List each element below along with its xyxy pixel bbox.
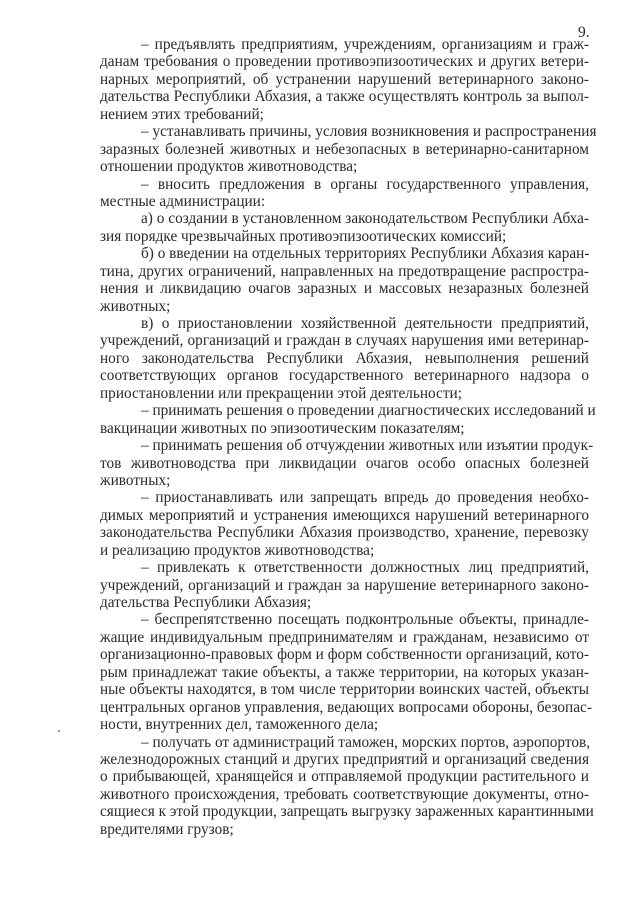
text-line: нения и ликвидацию очагов заразных и массовых незаразных болезней	[100, 280, 589, 298]
text-line: б) о введении на отдельных территориях Республики Абхазия каран-	[141, 245, 590, 263]
text-line: зия порядке чрезвычайных противоэпизоотических комиссий;	[100, 227, 507, 245]
text-line: – беспрепятственно посещать подконтрольные объекты, принадле-	[141, 611, 589, 629]
text-line: – принимать решения о проведении диагностических исследований и	[141, 402, 596, 420]
text-line: – привлекать к ответственности должностных лиц предприятий,	[141, 559, 589, 577]
paragraph	[100, 176, 589, 211]
text-line: тов животноводства при ликвидации очагов особо опасных болезней	[100, 454, 589, 472]
text-line: сящиеся к этой продукции, запрещать выгрузку зараженных карантинными	[100, 803, 594, 821]
page-number: 9.	[578, 24, 590, 41]
text-line: ные объекты находятся, в том числе территории воинских частей, объекты	[100, 681, 589, 699]
paragraph	[100, 489, 589, 559]
text-line: соответствующих органов государственного ветеринарного надзора о	[100, 367, 589, 385]
text-line: животных;	[100, 297, 171, 315]
paragraph	[100, 559, 589, 611]
text-line: рым принадлежат такие объекты, а также территории, на которых указан-	[100, 663, 589, 681]
text-line: жащие индивидуальным предпринимателям и гражданам, независимо от	[100, 628, 589, 646]
text-line: дательства Республики Абхазия, а также осуществлять контроль за выпол-	[100, 88, 589, 106]
text-line: в) о приостановлении хозяйственной деятельности предприятий,	[141, 315, 589, 332]
text-line: вакцинации животных по эпизоотическим показателям;	[100, 419, 465, 437]
scan-speck	[58, 730, 60, 732]
text-line: димых мероприятий и устранения имеющихся нарушений ветеринарного	[100, 506, 589, 524]
text-line: животного происхождения, требовать соответствующие документы, отно-	[100, 785, 589, 803]
text-line: ности, внутренних дел, таможенного дела;	[100, 716, 379, 734]
paragraph	[100, 733, 594, 839]
text-line: организационно-правовых форм и форм собственности организаций, кото-	[100, 646, 589, 664]
text-line: – принимать решения об отчуждении животных или изъятии продук-	[141, 437, 594, 455]
text-line: вредителями грузов;	[100, 820, 234, 838]
paragraph	[100, 36, 589, 123]
text-line: – вносить предложения в органы государственного управления,	[141, 175, 589, 193]
paragraph	[100, 315, 589, 402]
text-line: животных;	[100, 471, 171, 489]
text-line: тина, других ограничений, направленных на предотвращение распростра-	[100, 262, 589, 280]
text-line: железнодорожных станций и других предприятий и организаций сведения	[100, 750, 589, 768]
text-line: заразных болезней животных и небезопасных в ветеринарно-санитарном	[100, 140, 589, 158]
text-line: приостановлении или прекращении этой деятельности;	[100, 384, 462, 402]
text-line: центральных органов управления, ведающих вопросами обороны, безопас-	[100, 698, 592, 716]
paragraph	[100, 210, 589, 245]
paragraph	[100, 245, 589, 315]
body-text	[100, 36, 597, 838]
text-line: законодательства Республики Абхазия производство, хранение, перевозку	[100, 524, 589, 542]
text-line: данам требования о проведении противоэпизоотических и других ветери-	[100, 53, 589, 71]
text-line: – устанавливать причины, условия возникновения и распространения	[141, 123, 597, 141]
text-line: отношении продуктов животноводства;	[100, 158, 358, 176]
text-line: учреждений, организаций и граждан в случаях нарушения ими ветеринар-	[100, 332, 589, 350]
text-line: – получать от администраций таможен, морских портов, аэропортов,	[141, 733, 591, 751]
paragraph	[100, 611, 592, 734]
text-line: нарных мероприятий, об устранении нарушений ветеринарного законо-	[100, 70, 589, 88]
text-line: учреждений, организаций и граждан за нарушение ветеринарного законо-	[100, 576, 589, 594]
text-line: – предъявлять предприятиям, учреждениям, организациям и граж-	[141, 36, 589, 53]
text-line: о прибывающей, хранящейся и отправляемой продукции растительного и	[100, 768, 589, 786]
paragraph	[100, 123, 597, 176]
text-line: дательства Республики Абхазия;	[100, 594, 312, 611]
paragraph	[100, 402, 596, 437]
text-line: нением этих требований;	[100, 105, 264, 123]
text-line: ного законодательства Республики Абхазия, невыполнения решений	[100, 349, 589, 367]
text-line: – приостанавливать или запрещать впредь до проведения необхо-	[141, 489, 589, 507]
text-line: местные администрации:	[100, 192, 266, 210]
text-line: и реализацию продуктов животноводства;	[100, 541, 375, 559]
paragraph	[100, 437, 594, 489]
text-line: а) о создании в установленном законодательством Республики Абха-	[141, 210, 589, 228]
